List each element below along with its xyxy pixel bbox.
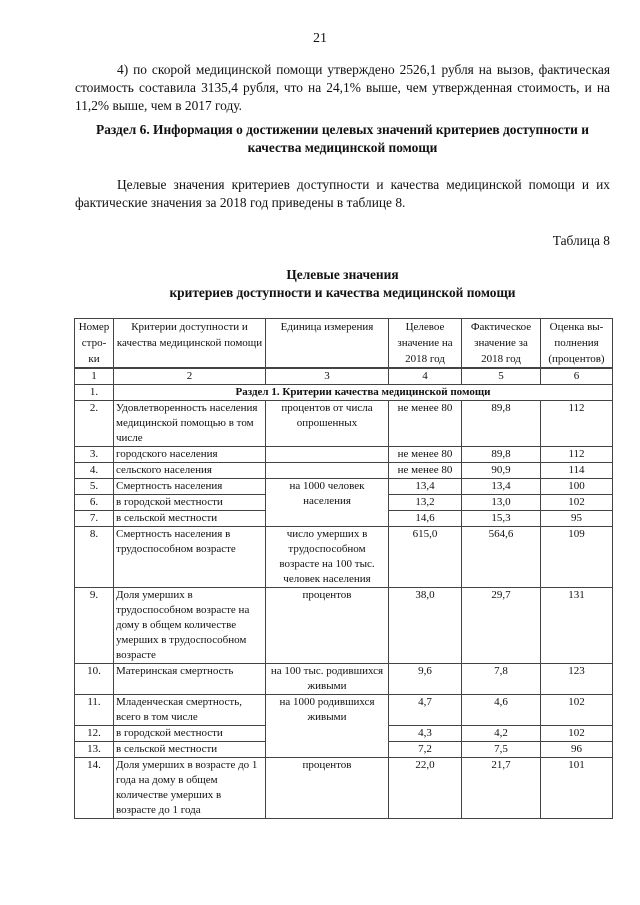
table-row [75,758,613,819]
cell-score: 95 [541,511,613,527]
cell-row-number: 9. [75,588,114,664]
cell-target: 22,0 [389,758,462,819]
cell-unit: процентов [266,758,389,819]
page-number: 21 [313,31,327,46]
col-num: 6 [541,368,613,385]
cell-row-number: 12. [75,726,114,742]
cell-score: 123 [541,664,613,695]
cell-criterion: городского населения [114,447,266,463]
cell-row-number: 10. [75,664,114,695]
col-num: 4 [389,368,462,385]
col-num: 1 [75,368,114,385]
cell-criterion: в городской местности [114,495,266,511]
table-row [75,401,613,447]
cell-criterion: в сельской местности [114,511,266,527]
cell-criterion: Смертность населения в трудоспособном возрасте [114,527,266,588]
cell-score: 101 [541,758,613,819]
cell-target: 14,6 [389,511,462,527]
table-row [75,447,613,463]
cell-unit: число умерших в трудоспособном возрасте на 100 тыс. человек населения [266,527,389,588]
cell-row-number: 5. [75,479,114,495]
cell-criterion: в городской местности [114,726,266,742]
table-title [75,266,610,302]
cell-target: 4,7 [389,695,462,726]
cell-score: 102 [541,695,613,726]
cell-row-number: 13. [75,742,114,758]
cell-unit [266,463,389,479]
paragraph-intro: Целевые значения критериев доступности и качества медицинской помощи и их фактические значения за 2018 год приведены в таблице 8. [75,177,610,210]
cell-actual: 13,0 [462,495,541,511]
cell-target: не менее 80 [389,401,462,447]
cell-target: 13,4 [389,479,462,495]
cell-row-number: 7. [75,511,114,527]
table-row [75,479,613,495]
cell-unit: на 1000 человек населения [266,479,389,527]
cell-actual: 15,3 [462,511,541,527]
cell-unit: процентов от числа опрошенных [266,401,389,447]
table-title-line2: критериев доступности и качества медицинской помощи [169,285,516,300]
cell-actual: 564,6 [462,527,541,588]
cell-target: не менее 80 [389,463,462,479]
cell-unit: на 1000 родившихся живыми [266,695,389,758]
col-num: 3 [266,368,389,385]
section-title: Раздел 1. Критерии качества медицинской помощи [114,385,613,401]
cell-unit [266,447,389,463]
cell-row-number: 2. [75,401,114,447]
cell-score: 109 [541,527,613,588]
cell-row-number: 6. [75,495,114,511]
cell-target: не менее 80 [389,447,462,463]
table-row [75,527,613,588]
cell-score: 131 [541,588,613,664]
table-row [75,695,613,726]
cell-actual: 4,6 [462,695,541,726]
cell-actual: 89,8 [462,401,541,447]
table-label: Таблица 8 [552,233,610,248]
cell-criterion: в сельской местности [114,742,266,758]
header-score: Оценка вы-полнения (процентов) [541,319,613,369]
cell-target: 13,2 [389,495,462,511]
cell-actual: 21,7 [462,758,541,819]
cell-target: 38,0 [389,588,462,664]
paragraph-ambulance-cost: 4) по скорой медицинской помощи утверждено 2526,1 рубля на вызов, фактическая стоимость составила 3135,4 рубля, что на 24,1% выше, чем утвержденная стоимость, и на 11,2% выше, чем в 2017 году. [75,62,610,113]
cell-target: 9,6 [389,664,462,695]
cell-score: 114 [541,463,613,479]
cell-score: 96 [541,742,613,758]
table-row [75,664,613,695]
cell-criterion: Доля умерших в трудоспособном возрасте на дому в общем количестве умерших в трудоспособном возрасте [114,588,266,664]
criteria-table [74,318,613,819]
cell-criterion: Доля умерших в возрасте до 1 года на дому в общем количестве умерших в возрасте до 1 года [114,758,266,819]
cell-score: 112 [541,401,613,447]
col-num: 2 [114,368,266,385]
cell-target: 615,0 [389,527,462,588]
table-title-line1: Целевые значения [286,267,399,282]
cell-target: 7,2 [389,742,462,758]
header-criterion: Критерии доступности и качества медицинской помощи [114,319,266,369]
cell-score: 102 [541,495,613,511]
cell-actual: 4,2 [462,726,541,742]
cell-criterion: Младенческая смертность, всего в том числе [114,695,266,726]
cell-row-number: 4. [75,463,114,479]
cell-unit: на 100 тыс. родившихся живыми [266,664,389,695]
cell-num: 1. [75,385,114,401]
section-heading: Раздел 6. Информация о достижении целевых значений критериев доступности и качества медицинской помощи [96,122,589,155]
cell-row-number: 3. [75,447,114,463]
cell-score: 100 [541,479,613,495]
cell-unit: процентов [266,588,389,664]
table-row [75,463,613,479]
column-number-row [75,368,613,385]
cell-criterion: Удовлетворенность населения медицинской помощью в том числе [114,401,266,447]
cell-actual: 7,5 [462,742,541,758]
header-actual: Фактическое значение за 2018 год [462,319,541,369]
cell-row-number: 11. [75,695,114,726]
header-unit: Единица измерения [266,319,389,369]
cell-score: 112 [541,447,613,463]
cell-actual: 29,7 [462,588,541,664]
header-target: Целевое значение на 2018 год [389,319,462,369]
table-header-row [75,319,613,369]
section-row [75,385,613,401]
cell-score: 102 [541,726,613,742]
cell-row-number: 14. [75,758,114,819]
cell-actual: 90,9 [462,463,541,479]
cell-row-number: 8. [75,527,114,588]
cell-criterion: Материнская смертность [114,664,266,695]
cell-criterion: Смертность населения [114,479,266,495]
cell-actual: 13,4 [462,479,541,495]
cell-actual: 89,8 [462,447,541,463]
cell-actual: 7,8 [462,664,541,695]
table-row [75,588,613,664]
cell-criterion: сельского населения [114,463,266,479]
col-num: 5 [462,368,541,385]
cell-target: 4,3 [389,726,462,742]
header-row-number: Номер стро-ки [75,319,114,369]
